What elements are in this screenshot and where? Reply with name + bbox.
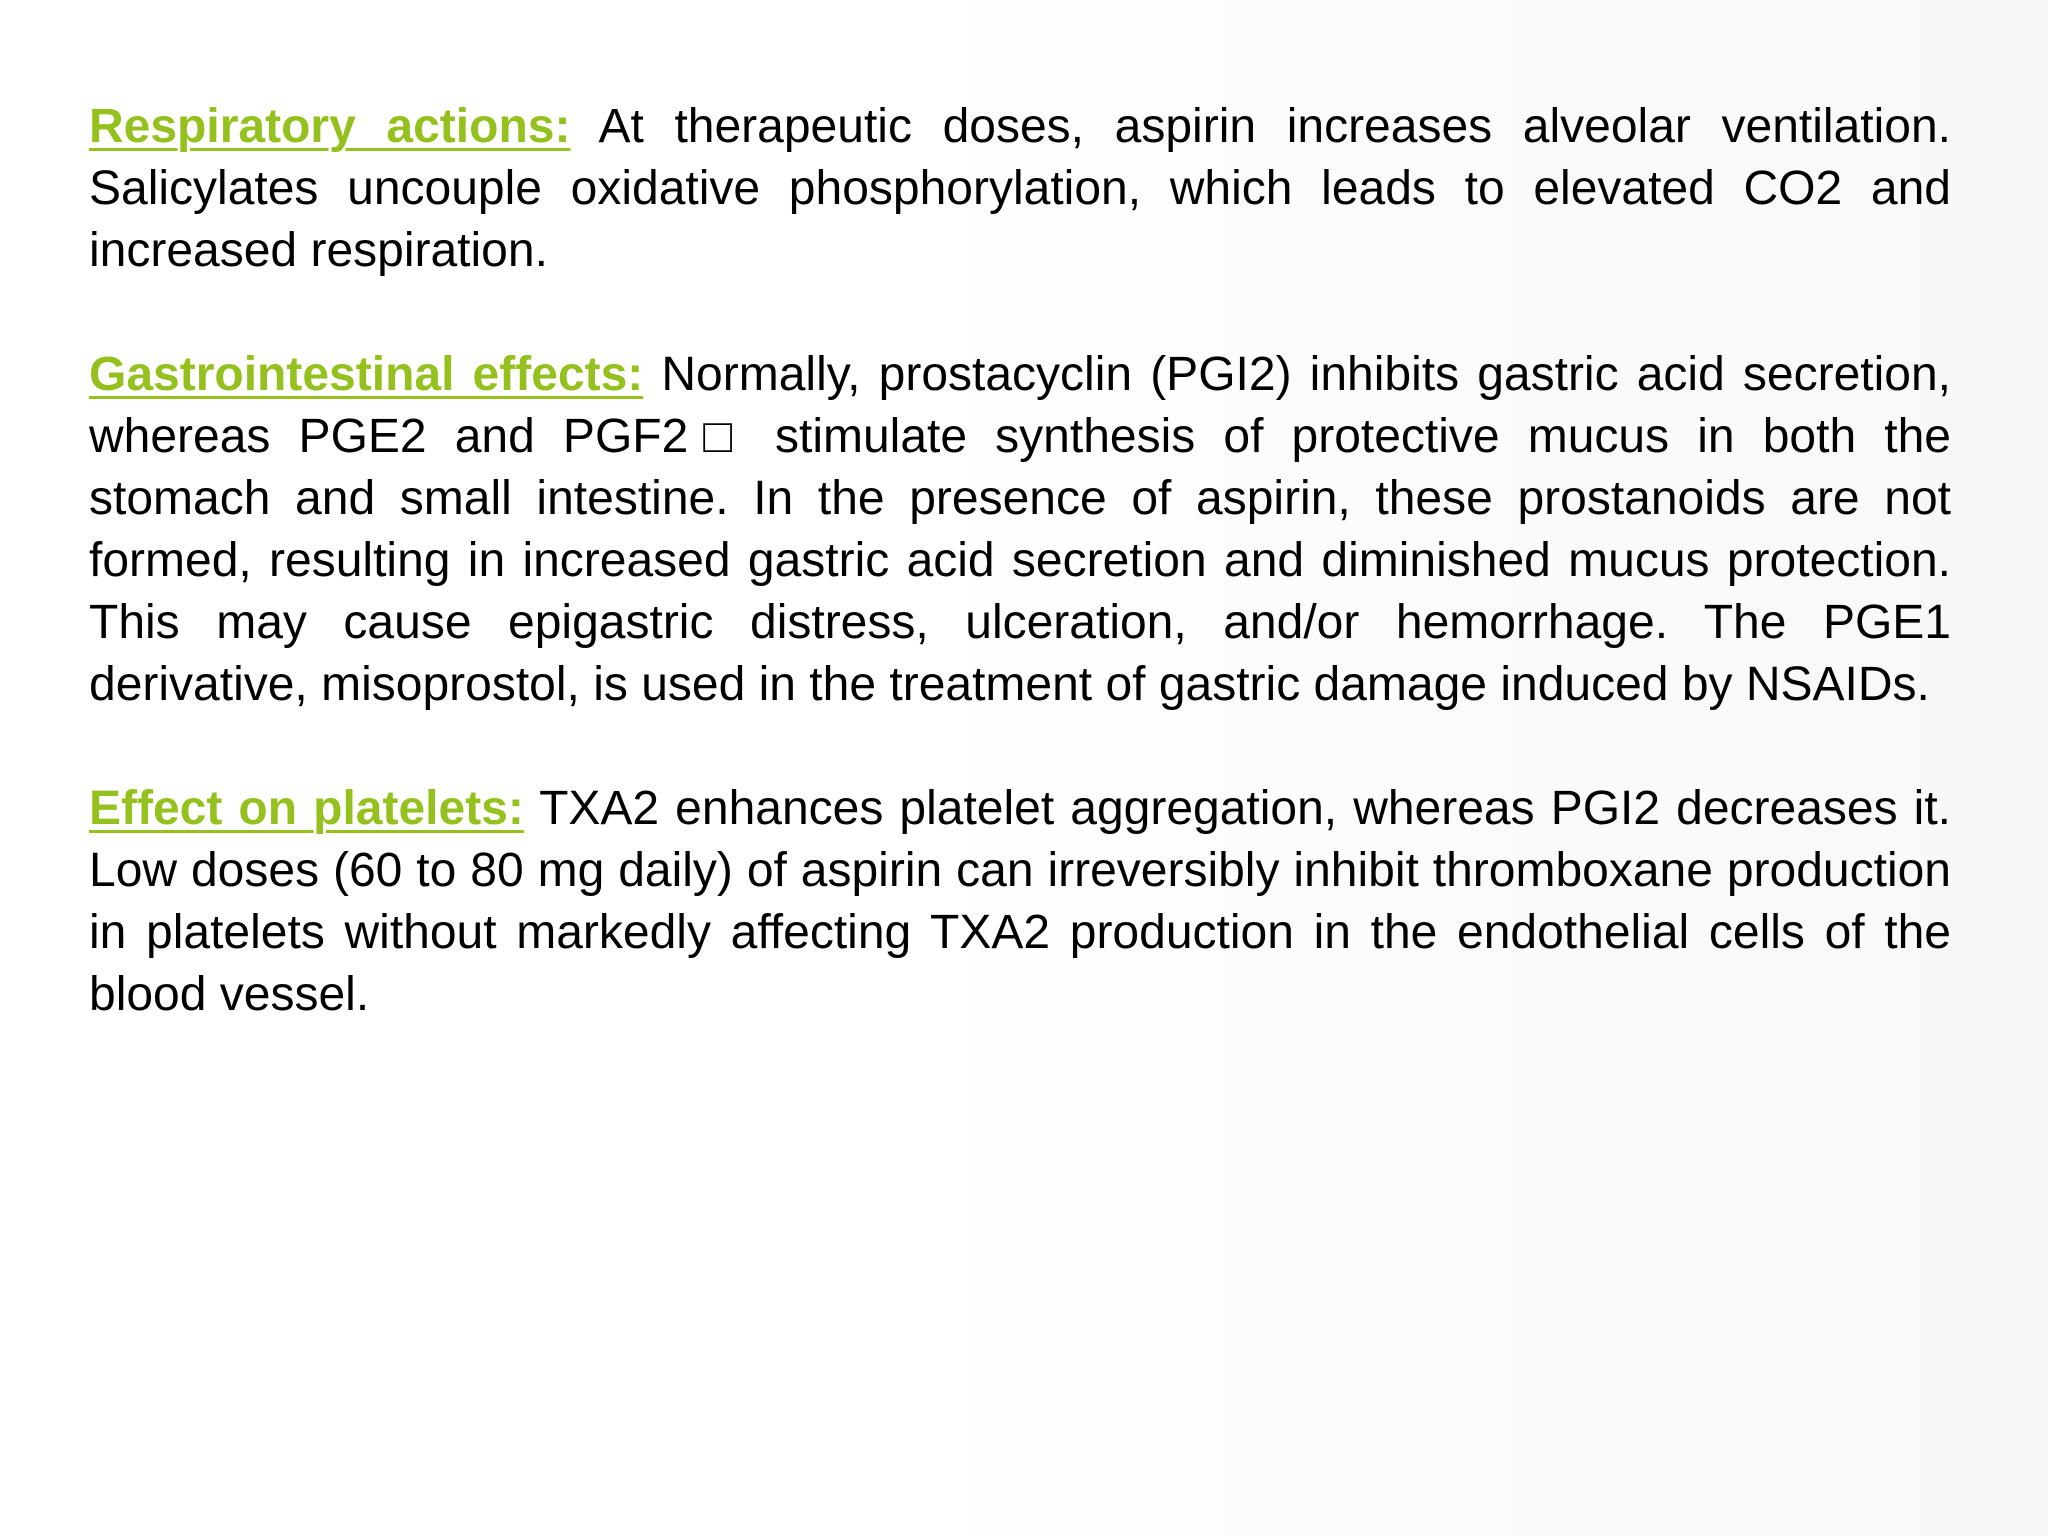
respiratory-actions-paragraph — [89, 96, 1951, 282]
effect-on-platelets-text: TXA2 enhances platelet aggregation, whereas PGI2 decreases it. Low doses (60 to 80 mg daily) of aspirin can irreversibly inhibit thromboxane production in platelets without markedly affecting TXA2 production in the endothelial cells of the blood vessel. — [89, 782, 1952, 1021]
respiratory-actions-text: At therapeutic doses, aspirin increases alveolar ventilation. Salicylates uncouple oxidative phosphorylation, which leads to elevated CO2 and increased respiration. — [89, 100, 1951, 277]
respiratory-actions-heading: Respiratory actions: — [89, 100, 571, 153]
gastrointestinal-effects-heading: Gastrointestinal effects: — [89, 348, 644, 401]
effect-on-platelets-heading: Effect on platelets: — [89, 782, 524, 835]
gastrointestinal-effects-text: Normally, prostacyclin (PGI2) inhibits gastric acid secretion, whereas PGE2 and PGF2□ stimulate synthesis of protective mucus in both the stomach and small intestine. In the presence of aspirin, these prostanoids are not formed, resulting in increased gastric acid secretion and diminished mucus protection. This may cause epigastric distress, ulceration, and/or hemorrhage. The PGE1 derivative, misoprostol, is used in the treatment of gastric damage induced by NSAIDs. — [89, 348, 1951, 711]
slide-content — [89, 96, 1951, 1088]
effect-on-platelets-paragraph — [89, 778, 1951, 1026]
gastrointestinal-effects-paragraph — [89, 344, 1951, 716]
